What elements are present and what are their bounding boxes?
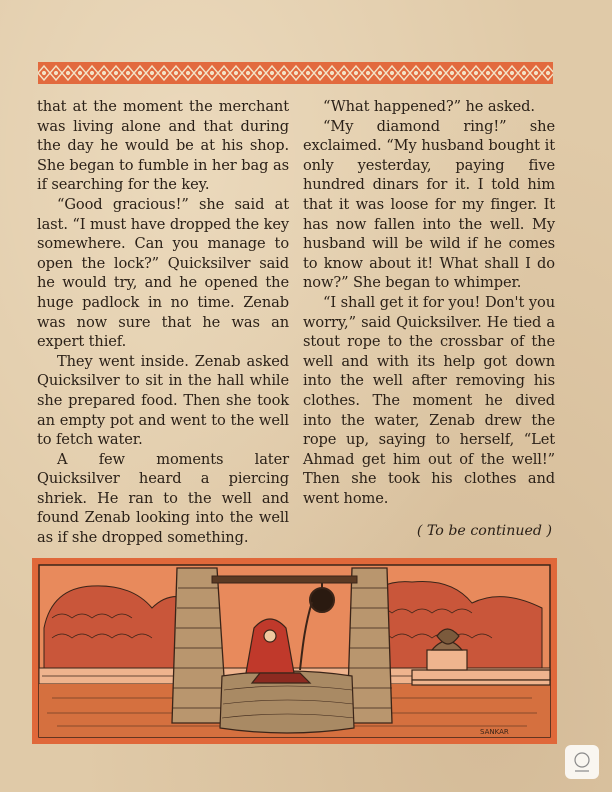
decorative-border [38, 62, 553, 84]
paragraph: They went inside. Zenab asked Quicksilver to sit in the hall while she prepared food. Then she took an empty pot and went to the well to fetch water. [37, 352, 289, 449]
paragraph: “My diamond ring!” she exclaimed. “My husband bought it only yesterday, paying five hundred dinars for it. I told him that it was loose for my finger. It has now fallen into the well. My husband will be wild if he comes to know about it! What shall I do now?” She began to whimper. [303, 117, 555, 292]
paragraph: that at the moment the merchant was living alone and that during the day he would be at his shop. She began to fumble in her bag as if searching for the key. [37, 98, 289, 194]
paragraph: A few moments later Quicksilver heard a piercing shriek. He ran to the well and found Zenab looking into the well as if she dropped something. [37, 450, 289, 547]
story-column-left [37, 97, 289, 548]
watermark-logo [565, 745, 599, 779]
paragraph: “I shall get it for you! Don't you worry,” said Quicksilver. He tied a stout rope to the crossbar of the well and with its help got down into the well after removing his clothes. The moment he dived into the water, Zenab drew the rope up, saying to herself, “Let Ahmad get him out of the well!” Then she took his clothes and went home. [303, 293, 555, 507]
story-column-right [303, 97, 555, 508]
paragraph: “What happened?” he asked. [323, 98, 535, 115]
well-illustration [32, 558, 557, 744]
to-be-continued-note: ( To be continued ) [416, 523, 552, 539]
artist-signature: SANKAR [480, 728, 509, 736]
paragraph: “Good gracious!” she said at last. “I must have dropped the key somewhere. Can you manage to open the lock?” Quicksilver said he would try, and he opened the huge padlock in no time. Zenab was now sure that he was an expert thief. [37, 195, 289, 351]
